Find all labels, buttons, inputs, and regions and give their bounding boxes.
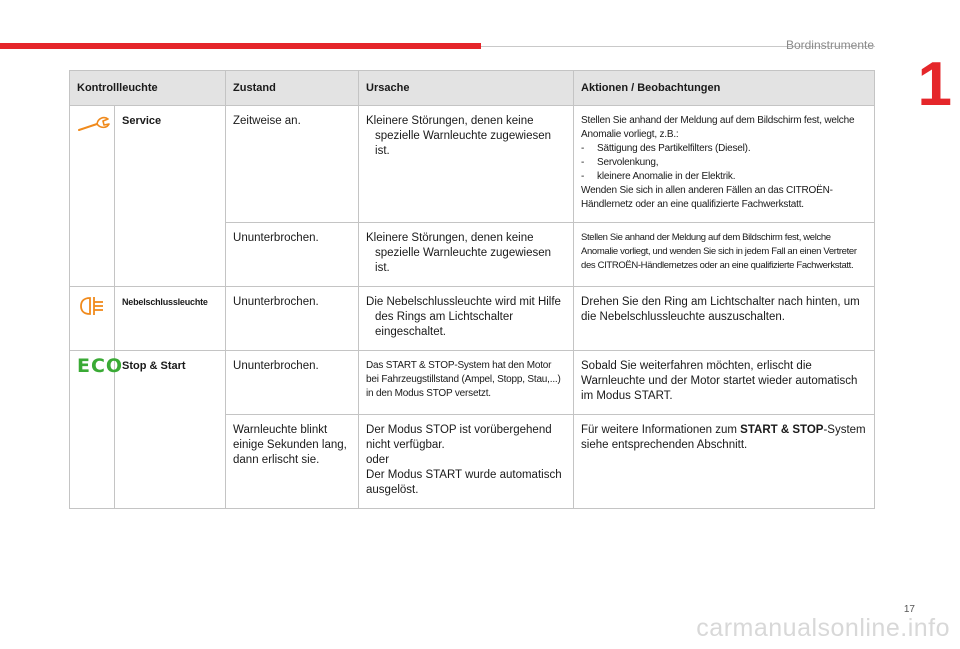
header-accent-bar (0, 43, 481, 49)
watermark: carmanualsonline.info (696, 614, 950, 642)
state-cell: Ununterbrochen. (226, 351, 359, 415)
section-title: Bordinstrumente (785, 38, 874, 52)
state-cell: Ununterbrochen. (226, 287, 359, 351)
cause-text: Die Nebelschlussleuchte wird mit Hilfe des Rings am Lichtschalter eingeschaltet. (366, 296, 561, 338)
action-post: -System siehe entsprechenden Abschnitt. (581, 424, 866, 451)
cause-text: Kleinere Störungen, denen keine spezielle Warnleuchte zugewiesen ist. (366, 115, 552, 157)
service-name-cell (115, 106, 226, 287)
cause-line: Der Modus STOP ist vorübergehend nicht verfügbar. (366, 424, 552, 451)
eco-icon: ECO (77, 355, 124, 377)
cause-cell (359, 415, 574, 509)
action-pre: Für weitere Informationen zum (581, 424, 741, 436)
action-bold: START & STOP (740, 424, 824, 436)
list-item: - Servolenkung, (581, 156, 867, 170)
fog-icon-cell (70, 287, 115, 351)
cause-cell (359, 106, 574, 223)
table-header-row (70, 71, 875, 106)
stopstart-name-cell (115, 351, 226, 509)
list-item: - Sättigung des Partikelfilters (Diesel). (581, 142, 867, 156)
action-intro: Stellen Sie anhand der Meldung auf dem Bildschirm fest, welche Anomalie vorliegt, z.B.: (581, 115, 855, 140)
cause-cell (359, 287, 574, 351)
service-name: Service (122, 115, 162, 127)
column-header-cause: Ursache (359, 71, 574, 106)
page-number: 17 (903, 604, 915, 615)
column-header-action: Aktionen / Beobachtungen (574, 71, 875, 106)
rear-fog-lamp-icon (78, 295, 106, 317)
warning-lights-table (69, 70, 875, 509)
fog-name-cell (115, 287, 226, 351)
cause-text: Kleinere Störungen, denen keine spezielle Warnleuchte zugewiesen ist. (366, 232, 552, 274)
state-cell: Warnleuchte blinkt einige Sekunden lang, dann erlischt sie. (226, 415, 359, 509)
service-icon-cell (70, 106, 115, 287)
list-item: - kleinere Anomalie in der Elektrik. (581, 170, 867, 184)
wrench-icon (77, 114, 111, 134)
state-cell: Zeitweise an. (226, 106, 359, 223)
chapter-number: 1 (917, 50, 952, 119)
stopstart-name: Stop & Start (122, 360, 186, 372)
action-cell: Sobald Sie weiterfahren möchten, erlischt die Warnleuchte und der Motor startet wieder automatisch im Modus START. (574, 351, 875, 415)
fog-name: Nebelschlussleuchte (122, 297, 208, 307)
state-cell: Ununterbrochen. (226, 223, 359, 287)
column-header-warning-light: Kontrollleuchte (70, 71, 226, 106)
cause-cell: Das START & STOP-System hat den Motor bei Fahrzeugstillstand (Ampel, Stopp, Stau,...) in den Modus STOP versetzt. (359, 351, 574, 415)
table-row (70, 106, 875, 223)
action-cell: Stellen Sie anhand der Meldung auf dem Bildschirm fest, welche Anomalie vorliegt, und wenden Sie sich in jedem Fall an einen Vertreter des CITROËN-Händlernetzes oder an eine qualifizierte Fachwerkstatt. (574, 223, 875, 287)
table-row (70, 351, 875, 415)
action-outro: Wenden Sie sich in allen anderen Fällen an das CITROËN-Händlernetz oder an eine qualifizierte Fachwerkstatt. (581, 185, 833, 210)
action-list (581, 142, 867, 184)
action-cell (574, 106, 875, 223)
cause-cell (359, 223, 574, 287)
cause-line: Der Modus START wurde automatisch ausgelöst. (366, 469, 562, 496)
action-cell (574, 415, 875, 509)
table-row (70, 287, 875, 351)
action-cell: Drehen Sie den Ring am Lichtschalter nach hinten, um die Nebelschlussleuchte auszuschalten. (574, 287, 875, 351)
stopstart-icon-cell (70, 351, 124, 509)
column-header-state: Zustand (226, 71, 359, 106)
cause-or: oder (366, 454, 390, 466)
